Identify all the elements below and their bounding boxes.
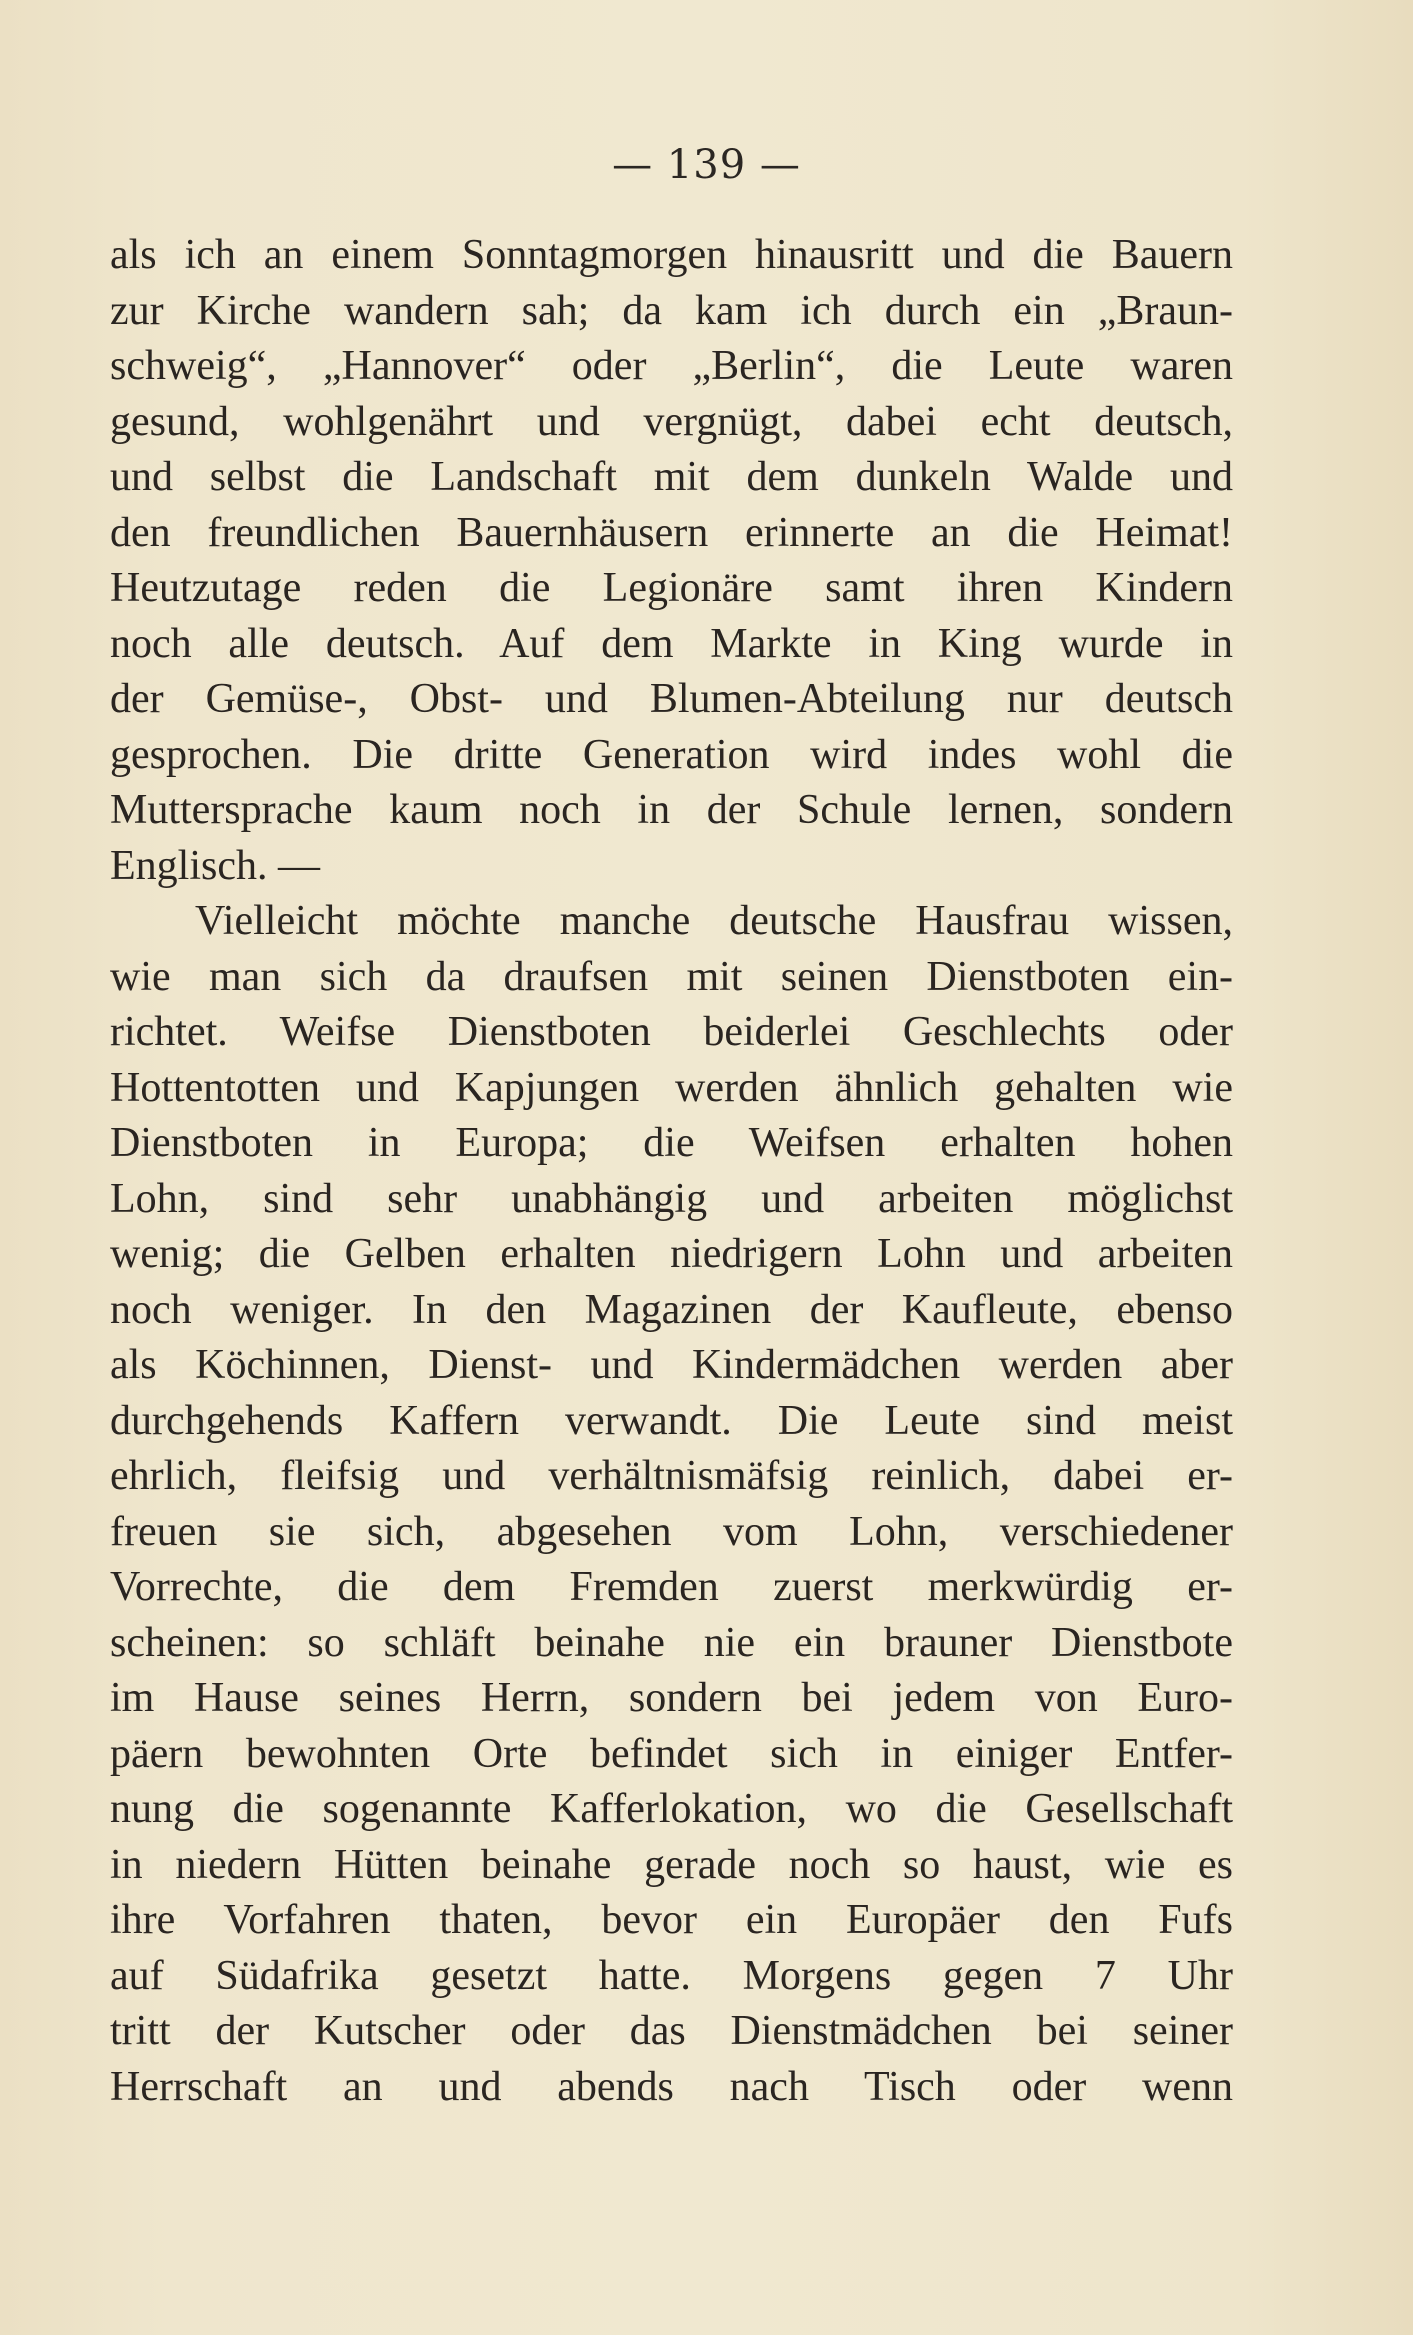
text-line: Muttersprache kaum noch in der Schule lernen, sondern xyxy=(110,787,1233,833)
text-line: der Gemüse-, Obst- und Blumen-Abteilung nur deutsch xyxy=(110,676,1233,722)
text-line: im Hause seines Herrn, sondern bei jedem von Euro- xyxy=(110,1675,1233,1721)
text-line: in niedern Hütten beinahe gerade noch so haust, wie es xyxy=(110,1841,1233,1888)
text-line: wie man sich da draufsen mit seinen Dienstboten ein- xyxy=(110,953,1233,1000)
text-line: durchgehends Kaffern verwandt. Die Leute sind meist xyxy=(110,1397,1233,1444)
text-line: richtet. Weifse Dienstboten beiderlei Geschlechts oder xyxy=(110,1009,1233,1055)
text-line: schweig“, „Hannover“ oder „Berlin“, die Leute waren xyxy=(110,343,1233,389)
text-line: gesprochen. Die dritte Generation wird indes wohl die xyxy=(110,731,1233,778)
text-line: als ich an einem Sonntagmorgen hinausritt und die Bauern xyxy=(110,232,1233,278)
text-line: den freundlichen Bauernhäusern erinnerte an die Heimat! xyxy=(110,509,1233,556)
text-line: ihre Vorfahren thaten, bevor ein Europäer den Fufs xyxy=(110,1897,1233,1943)
text-line: päern bewohnten Orte befindet sich in einiger Entfer- xyxy=(110,1730,1233,1777)
page-number: — 139 — xyxy=(612,142,801,188)
text-line: wenig; die Gelben erhalten niedrigern Lohn und arbeiten xyxy=(110,1231,1233,1277)
text-line: freuen sie sich, abgesehen vom Lohn, verschiedener xyxy=(110,1508,1233,1555)
text-line: scheinen: so schläft beinahe nie ein brauner Dienstbote xyxy=(110,1619,1233,1666)
body-text xyxy=(110,228,1233,2115)
text-line: und selbst die Landschaft mit dem dunkeln Walde und xyxy=(110,454,1233,500)
text-line: nung die sogenannte Kafferlokation, wo die Gesellschaft xyxy=(110,1786,1233,1832)
text-line: als Köchinnen, Dienst- und Kindermädchen werden aber xyxy=(110,1342,1233,1388)
text-line: Dienstboten in Europa; die Weifsen erhalten hohen xyxy=(110,1120,1233,1166)
text-line: ehrlich, fleifsig und verhältnismäfsig reinlich, dabei er- xyxy=(110,1453,1233,1499)
text-line: Hottentotten und Kapjungen werden ähnlich gehalten wie xyxy=(110,1064,1233,1111)
text-line: tritt der Kutscher oder das Dienstmädchen bei seiner xyxy=(110,2008,1233,2054)
text-line: Vorrechte, die dem Fremden zuerst merkwürdig er- xyxy=(110,1564,1233,1610)
text-line: Lohn, sind sehr unabhängig und arbeiten möglichst xyxy=(110,1175,1233,1222)
text-line: zur Kirche wandern sah; da kam ich durch ein „Braun- xyxy=(110,287,1233,334)
text-line: noch alle deutsch. Auf dem Markte in King wurde in xyxy=(110,620,1233,667)
text-line: noch weniger. In den Magazinen der Kaufleute, ebenso xyxy=(110,1286,1233,1333)
text-line: Heutzutage reden die Legionäre samt ihren Kindern xyxy=(110,565,1233,611)
text-line: Herrschaft an und abends nach Tisch oder wenn xyxy=(110,2063,1233,2110)
text-line: auf Südafrika gesetzt hatte. Morgens gegen 7 Uhr xyxy=(110,1952,1233,1999)
text-line: Englisch. — xyxy=(110,842,320,889)
text-line: gesund, wohlgenährt und vergnügt, dabei echt deutsch, xyxy=(110,398,1233,445)
paragraph-first-line: Vielleicht möchte manche deutsche Hausfrau wissen, xyxy=(195,898,1233,944)
